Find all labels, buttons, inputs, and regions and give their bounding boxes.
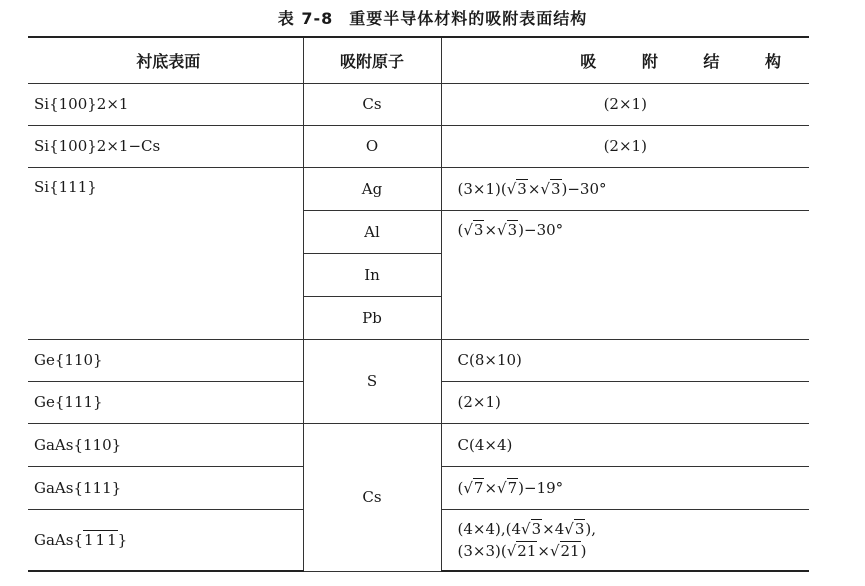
structure-cell: (3×1)(√3×√3)−30°	[441, 167, 809, 210]
substrate-cell: GaAs{110}	[28, 423, 303, 466]
structure-cell: (2×1)	[441, 83, 809, 125]
structure-cell: (√3×√3)−30°	[441, 210, 809, 339]
adatom-cell: Pb	[303, 296, 441, 339]
table-row	[28, 83, 809, 125]
adatom-cell: Cs	[303, 83, 441, 125]
substrate-cell: Si{111}	[28, 167, 303, 339]
header-structure: 吸 附 结 构	[441, 37, 809, 83]
table-caption	[0, 6, 865, 29]
adatom-cell: In	[303, 253, 441, 296]
table-row	[28, 167, 809, 210]
table-number: 表 7-8	[277, 9, 334, 28]
adatom-cell: O	[303, 125, 441, 167]
structure-cell: C(4×4)	[441, 423, 809, 466]
substrate-cell: Ge{110}	[28, 339, 303, 381]
structure-cell: (4×4),(4√3×4√3), (3×3)(√21×√21)	[441, 509, 809, 571]
table-row	[28, 125, 809, 167]
adatom-cell: Cs	[303, 423, 441, 571]
structure-cell: (√7×√7)−19°	[441, 466, 809, 509]
substrate-cell: Si{100}2×1	[28, 83, 303, 125]
substrate-cell: GaAs{1 1 1}	[28, 509, 303, 571]
substrate-cell: Si{100}2×1−Cs	[28, 125, 303, 167]
structure-cell: (2×1)	[441, 125, 809, 167]
structure-cell: C(8×10)	[441, 339, 809, 381]
table-row	[28, 339, 809, 381]
header-substrate: 衬底表面	[28, 37, 303, 83]
header-row	[28, 37, 809, 83]
table-title: 重要半导体材料的吸附表面结构	[349, 9, 588, 28]
substrate-cell: Ge{111}	[28, 381, 303, 423]
table-row	[28, 423, 809, 466]
adatom-cell: S	[303, 339, 441, 423]
adsorption-structure-table	[28, 36, 809, 572]
structure-cell: (2×1)	[441, 381, 809, 423]
adatom-cell: Al	[303, 210, 441, 253]
header-adatom: 吸附原子	[303, 37, 441, 83]
substrate-cell: GaAs{111}	[28, 466, 303, 509]
adatom-cell: Ag	[303, 167, 441, 210]
